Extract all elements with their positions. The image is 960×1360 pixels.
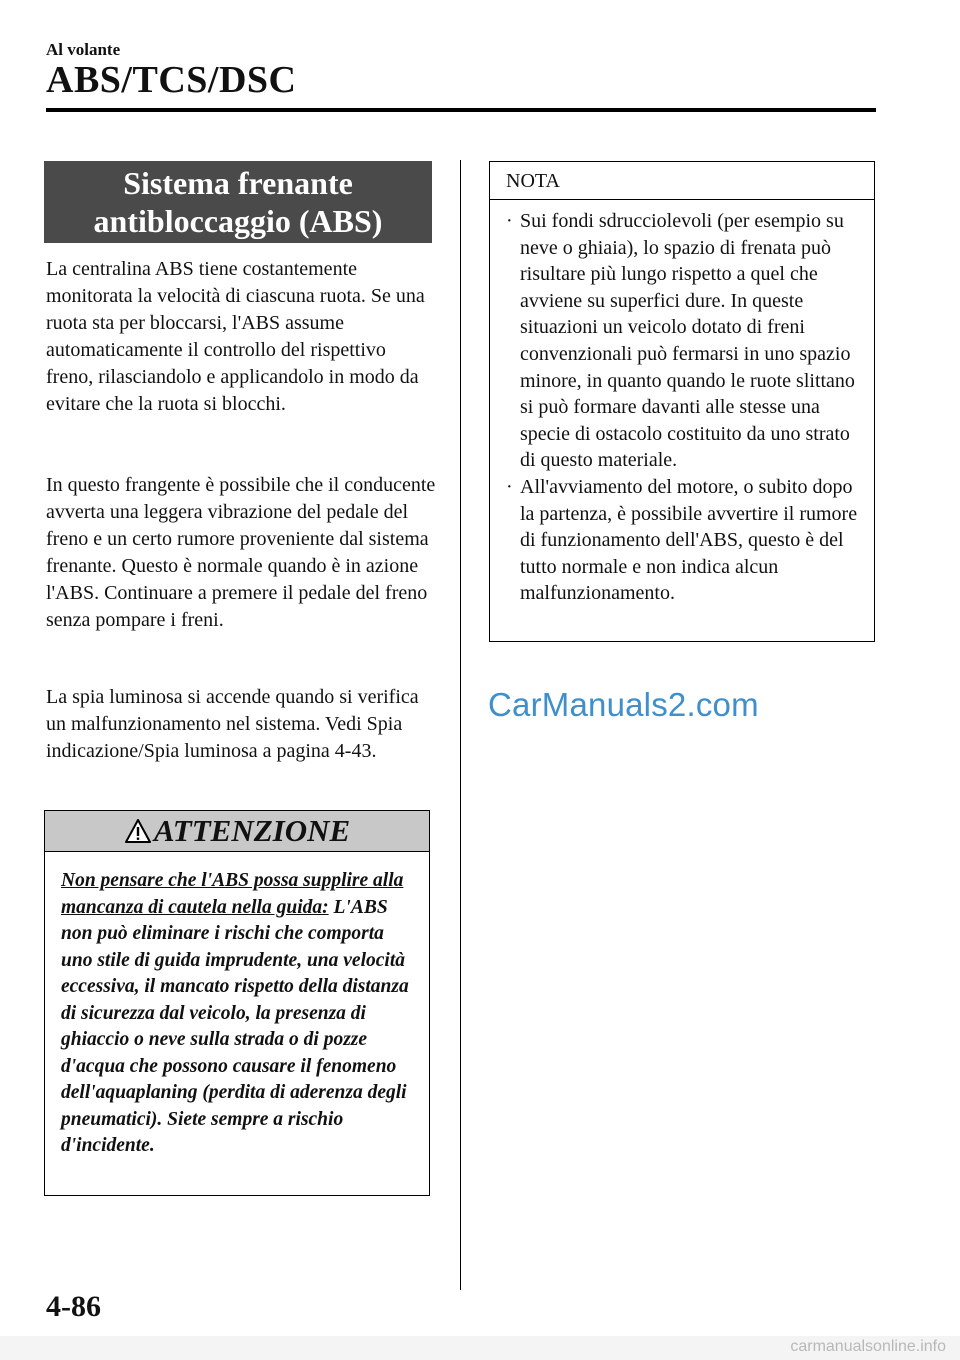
caution-underlined-text: Non pensare che l'ABS possa supplire alla mancanza di cautela nella guida:: [61, 870, 404, 918]
abs-heading: [44, 161, 432, 243]
column-divider: [460, 160, 461, 1290]
nota-list: [490, 208, 874, 607]
nota-item: [506, 208, 866, 474]
caution-title: ATTENZIONE: [153, 813, 351, 848]
caution-header: [45, 811, 429, 852]
warning-triangle-icon: [124, 818, 152, 844]
abs-heading-line1: Sistema frenante: [123, 165, 353, 201]
header-rule: [46, 108, 876, 112]
caution-box: [44, 810, 430, 1196]
abs-paragraph-3: La spia luminosa si accende quando si verifica un malfunzionamento nel sistema. Vedi Spia indicazione/Spia luminosa a pagina 4-43.: [46, 686, 419, 762]
nota-item: [506, 474, 866, 607]
nota-item-text: All'avviamento del motore, o subito dopo la partenza, è possibile avvertire il rumore di funzionamento dell'ABS, questo è del tutto normale e non indica alcun malfunzionamento.: [520, 475, 858, 605]
abs-paragraph-2: In questo frangente è possibile che il conducente avverta una leggera vibrazione del pedale del freno e un certo rumore proveniente dal sistema frenante. Questo è normale quando è in azione l'ABS. Continuare a premere il pedale del freno senza pompare i freni.: [46, 474, 436, 631]
footer-link[interactable]: carmanualsonline.info: [790, 1338, 946, 1355]
watermark-logo: CarManuals2.com: [488, 686, 759, 723]
nota-title: NOTA: [490, 162, 874, 200]
chapter-label: Al volante: [46, 40, 121, 59]
section-title: ABS/TCS/DSC: [46, 59, 297, 101]
abs-heading-line2: antibloccaggio (ABS): [93, 203, 383, 239]
nota-item-text: Sui fondi sdrucciolevoli (per esempio su neve o ghiaia), lo spazio di frenata può risultare più lungo rispetto a quel che avviene su superfici dure. In queste situazioni un veicolo dotato di freni convenzionali può fermarsi in uno spazio minore, in quanto quando le ruote slittano si può formare davanti alle stesse una specie di ostacolo costituito da uno strato di questo materiale.: [520, 210, 855, 472]
abs-paragraph-1: La centralina ABS tiene costantemente monitorata la velocità di ciascuna ruota. Se una ruota sta per bloccarsi, l'ABS assume automaticamente il controllo del rispettivo freno, rilasciandolo e applicandolo in modo da evitare che la ruota si blocchi.: [46, 258, 425, 415]
page-number: 4-86: [46, 1290, 101, 1323]
bullet-glyph: ·: [506, 210, 513, 232]
caution-body-text: L'ABS non può eliminare i rischi che comporta uno stile di guida imprudente, una velocità eccessiva, il mancato rispetto della distanza di sicurezza dal veicolo, la presenza di ghiaccio o neve sulla strada o di pozze d'acqua che possono causare il fenomeno dell'aquaplaning (perdita di aderenza degli pneumatici). Siete sempre a rischio d'incidente.: [61, 896, 409, 1156]
nota-box: [489, 161, 875, 642]
bullet-glyph: ·: [506, 475, 513, 498]
caution-text: [61, 868, 413, 1160]
